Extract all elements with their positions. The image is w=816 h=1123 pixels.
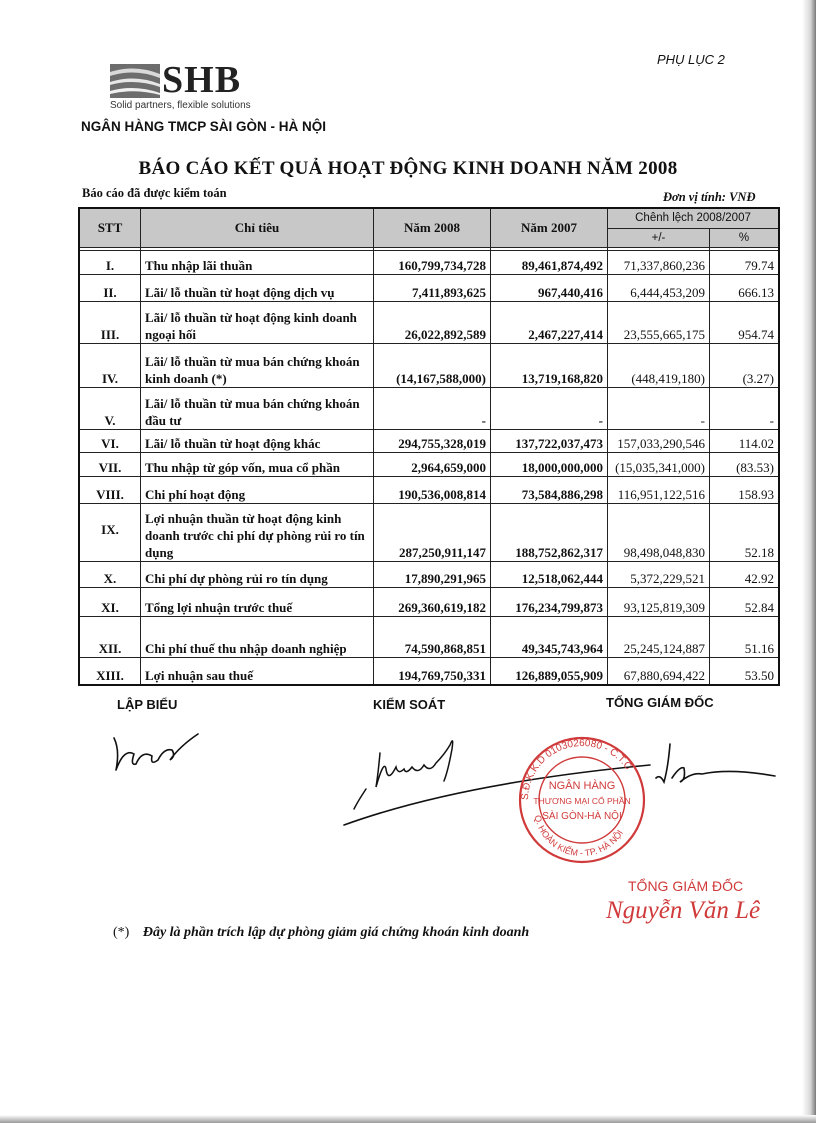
currency-unit: Đơn vị tính: VNĐ <box>663 190 756 204</box>
row-stt: X. <box>79 561 141 587</box>
col-header-stt: STT <box>79 208 141 247</box>
row-item: Lãi/ lỗ thuần từ hoạt động kinh doanh ngoại hối <box>141 301 374 343</box>
row-item: Chi phí dự phòng rủi ro tín dụng <box>141 561 374 587</box>
row-pct: - <box>710 387 780 429</box>
row-stt: III. <box>79 301 141 343</box>
row-stt: VII. <box>79 452 141 476</box>
row-2007: 89,461,874,492 <box>491 250 608 274</box>
row-item: Chi phí thuế thu nhập doanh nghiệp <box>141 616 374 657</box>
row-diff: - <box>608 387 710 429</box>
row-pct: 79.74 <box>710 250 780 274</box>
table-row <box>79 301 779 343</box>
col-header-diff-abs: +/- <box>608 228 710 247</box>
appendix-label: PHỤ LỤC 2 <box>657 52 725 67</box>
row-2007: 137,722,037,473 <box>491 429 608 452</box>
row-item: Lãi/ lỗ thuần từ hoạt động khác <box>141 429 374 452</box>
row-diff: 6,444,453,209 <box>608 274 710 301</box>
row-2007: 967,440,416 <box>491 274 608 301</box>
row-2007: - <box>491 387 608 429</box>
general-director-label: TỔNG GIÁM ĐỐC <box>606 695 714 710</box>
row-diff: 25,245,124,887 <box>608 616 710 657</box>
row-2008: 17,890,291,965 <box>374 561 491 587</box>
table-row <box>79 476 779 503</box>
row-2008: 294,755,328,019 <box>374 429 491 452</box>
footnote-mark: (*) <box>113 925 130 940</box>
stamp-ring-text: S.Đ.K.K.D 0103026080 - C.T.C <box>519 737 634 801</box>
row-2008: 74,590,868,851 <box>374 616 491 657</box>
table-row <box>79 343 779 387</box>
row-stt: I. <box>79 250 141 274</box>
stamp-director-name: Nguyễn Văn Lê <box>606 897 761 924</box>
row-item: Lợi nhuận sau thuế <box>141 657 374 685</box>
table-row <box>79 452 779 476</box>
logo-tagline: Solid partners, flexible solutions <box>110 100 251 111</box>
row-diff: 93,125,819,309 <box>608 587 710 616</box>
row-item: Tổng lợi nhuận trước thuế <box>141 587 374 616</box>
row-pct: 114.02 <box>710 429 780 452</box>
row-item: Lãi/ lỗ thuần từ mua bán chứng khoán kinh doanh (*) <box>141 343 374 387</box>
row-pct: 53.50 <box>710 657 780 685</box>
row-diff: 5,372,229,521 <box>608 561 710 587</box>
row-diff: 116,951,122,516 <box>608 476 710 503</box>
row-item: Thu nhập lãi thuần <box>141 250 374 274</box>
row-stt: VIII. <box>79 476 141 503</box>
table-row <box>79 587 779 616</box>
row-pct: 52.18 <box>710 503 780 561</box>
row-stt: IV. <box>79 343 141 387</box>
stamp-line-2: THƯƠNG MẠI CỔ PHẦN <box>533 796 631 806</box>
row-diff: 71,337,860,236 <box>608 250 710 274</box>
row-stt: V. <box>79 387 141 429</box>
audited-note: Báo cáo đã được kiểm toán <box>82 186 227 200</box>
row-diff: 23,555,665,175 <box>608 301 710 343</box>
report-title: BÁO CÁO KẾT QUẢ HOẠT ĐỘNG KINH DOANH NĂM 2008 <box>138 158 678 179</box>
row-2007: 188,752,862,317 <box>491 503 608 561</box>
shb-logo <box>110 59 290 112</box>
row-pct: 954.74 <box>710 301 780 343</box>
row-diff: 157,033,290,546 <box>608 429 710 452</box>
prepared-by-label: LẬP BIỂU <box>117 697 178 712</box>
row-2008: 2,964,659,000 <box>374 452 491 476</box>
row-diff: (15,035,341,000) <box>608 452 710 476</box>
row-2007: 13,719,168,820 <box>491 343 608 387</box>
table-row <box>79 657 779 685</box>
row-diff: 67,880,694,422 <box>608 657 710 685</box>
row-2007: 73,584,886,298 <box>491 476 608 503</box>
row-2007: 176,234,799,873 <box>491 587 608 616</box>
row-stt: XI. <box>79 587 141 616</box>
stamp-line-1: NGÂN HÀNG <box>548 780 616 792</box>
bank-name: NGÂN HÀNG TMCP SÀI GÒN - HÀ NỘI <box>81 119 327 134</box>
row-pct: 158.93 <box>710 476 780 503</box>
table-body <box>79 247 779 685</box>
row-item: Lợi nhuận thuần từ hoạt động kinh doanh trước chi phí dự phòng rủi ro tín dụng <box>141 503 374 561</box>
row-stt: XIII. <box>79 657 141 685</box>
col-header-item: Chỉ tiêu <box>141 208 374 247</box>
row-stt: IX. <box>79 503 141 561</box>
table-row <box>79 616 779 657</box>
row-diff: 98,498,048,830 <box>608 503 710 561</box>
table-row <box>79 429 779 452</box>
stamp-line-3: SÀI GÒN-HÀ NỘI <box>542 811 622 822</box>
row-2008: - <box>374 387 491 429</box>
scan-bottom-edge <box>0 1115 816 1123</box>
row-2007: 2,467,227,414 <box>491 301 608 343</box>
col-header-diff: Chênh lệch 2008/2007 <box>608 208 780 228</box>
row-pct: 666.13 <box>710 274 780 301</box>
controller-label: KIỂM SOÁT <box>373 697 446 712</box>
row-pct: 42.92 <box>710 561 780 587</box>
income-statement-table <box>78 207 780 686</box>
stamp-ring-bottom-text: Q. HOÀN KIẾM - TP. HÀ NỘI <box>532 814 626 859</box>
table-row <box>79 274 779 301</box>
stamp-director-title: TỔNG GIÁM ĐỐC <box>628 878 744 894</box>
row-2008: 269,360,619,182 <box>374 587 491 616</box>
shb-logo-mark-icon <box>110 64 160 98</box>
row-stt: II. <box>79 274 141 301</box>
row-2008: 26,022,892,589 <box>374 301 491 343</box>
row-item: Thu nhập từ góp vốn, mua cổ phần <box>141 452 374 476</box>
row-stt: VI. <box>79 429 141 452</box>
prepared-by-signature-icon <box>100 720 210 780</box>
row-2008: 190,536,008,814 <box>374 476 491 503</box>
logo-wordmark: SHB <box>162 59 242 101</box>
table-row <box>79 561 779 587</box>
table-row <box>79 387 779 429</box>
row-2008: 194,769,750,331 <box>374 657 491 685</box>
row-pct: 51.16 <box>710 616 780 657</box>
col-header-2007: Năm 2007 <box>491 208 608 247</box>
row-2007: 49,345,743,964 <box>491 616 608 657</box>
row-2007: 12,518,062,444 <box>491 561 608 587</box>
company-stamp-icon <box>508 734 656 866</box>
col-header-diff-pct: % <box>710 228 780 247</box>
row-diff: (448,419,180) <box>608 343 710 387</box>
footnote-text: Đây là phần trích lập dự phòng giảm giá chứng khoán kinh doanh <box>142 925 530 940</box>
row-pct: 52.84 <box>710 587 780 616</box>
row-2007: 18,000,000,000 <box>491 452 608 476</box>
row-2008: 7,411,893,625 <box>374 274 491 301</box>
row-item: Lãi/ lỗ thuần từ hoạt động dịch vụ <box>141 274 374 301</box>
col-header-2008: Năm 2008 <box>374 208 491 247</box>
row-item: Lãi/ lỗ thuần từ mua bán chứng khoán đầu tư <box>141 387 374 429</box>
table-row <box>79 503 779 561</box>
row-2008: 160,799,734,728 <box>374 250 491 274</box>
row-stt: XII. <box>79 616 141 657</box>
row-item: Chi phí hoạt động <box>141 476 374 503</box>
row-pct: (83.53) <box>710 452 780 476</box>
footnote <box>113 925 529 941</box>
row-2008: (14,167,588,000) <box>374 343 491 387</box>
row-2007: 126,889,055,909 <box>491 657 608 685</box>
row-pct: (3.27) <box>710 343 780 387</box>
row-2008: 287,250,911,147 <box>374 503 491 561</box>
table-row <box>79 250 779 274</box>
